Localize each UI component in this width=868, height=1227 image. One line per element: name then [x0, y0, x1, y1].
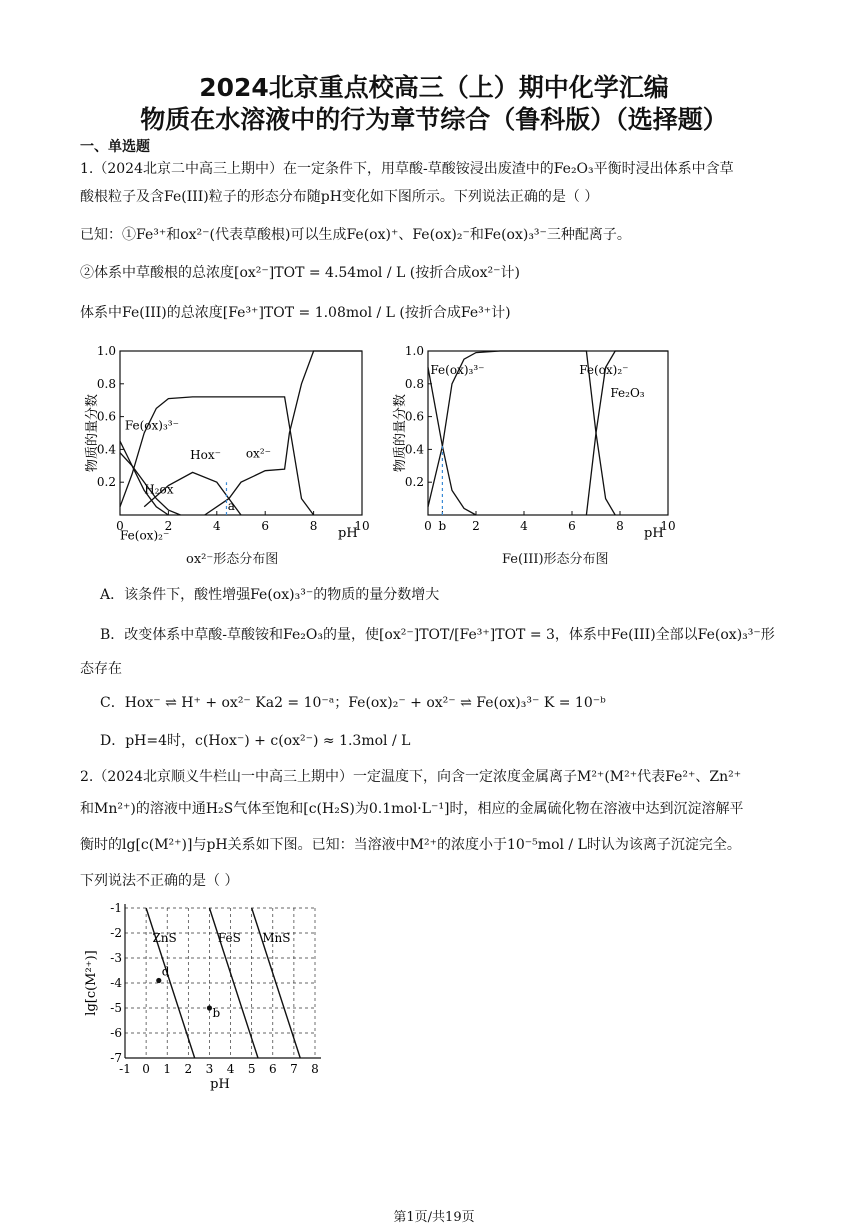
chart2-caption: Fe(III)形态分布图 — [502, 552, 609, 567]
section-heading: 一、单选题 — [80, 139, 150, 155]
series-label: Hox⁻ — [190, 448, 221, 463]
y-tick-label: -6 — [110, 1026, 122, 1040]
page-title-line2: 物质在水溶液中的行为章节综合（鲁科版）（选择题） — [140, 105, 728, 134]
y-tick-label: 0.8 — [404, 376, 424, 391]
y-tick-label: -5 — [110, 1001, 122, 1015]
x-tick-label: 6 — [568, 519, 576, 533]
q1-known-2: ②体系中草酸根的总浓度[ox²⁻]TOT = 4.54mol / L (按折合成ox²⁻计) — [80, 265, 521, 281]
y-tick-label: 0.2 — [404, 475, 424, 490]
annotation-a: a — [227, 499, 235, 514]
q1-option-c: C．Hox⁻ ⇌ H⁺ + ox²⁻ Ka2 = 10⁻ᵃ；Fe(ox)₂⁻ + ox²⁻ ⇌ Fe(ox)₃³⁻ K = 10⁻ᵇ — [100, 695, 606, 711]
q1-stem-line2: 酸根粒子及含Fe(III)粒子的形态分布随pH变化如下图所示。下列说法正确的是（ ） — [80, 189, 599, 205]
x-tick-label: 0 — [142, 1062, 150, 1076]
x-tick-label: b — [438, 519, 447, 533]
q2-stem-line2: 和Mn²⁺)的溶液中通H₂S气体至饱和[c(H₂S)为0.1mol·L⁻¹]时，相应的金属硫化物在溶液中达到沉淀溶解平 — [80, 801, 744, 817]
series-label: Fe(ox)₃³⁻ — [124, 418, 179, 433]
y-tick-label: 0.4 — [96, 442, 116, 457]
point-label: d — [161, 964, 170, 979]
x-tick-label: 4 — [226, 1062, 235, 1076]
x-tick-label: -1 — [119, 1062, 131, 1076]
y-tick-label: 0.4 — [404, 442, 424, 457]
x-tick-label: 7 — [290, 1062, 298, 1076]
x-tick-label: 0 — [116, 519, 124, 533]
x-tick-label: 2 — [472, 519, 480, 533]
series-label: Fe₂O₃ — [610, 385, 645, 400]
y-tick-label: 0.8 — [96, 376, 116, 391]
x-tick-label: 0 — [424, 519, 432, 533]
x-tick-label: 6 — [268, 1062, 277, 1076]
y-axis-label: 物质的量分数 — [393, 393, 408, 473]
x-tick-label: 3 — [205, 1062, 214, 1076]
y-tick-label: 0.6 — [96, 409, 116, 424]
series-label: ox²⁻ — [245, 446, 271, 461]
series-label: Fe(ox)₃³⁻ — [430, 362, 485, 377]
x-tick-label: 2 — [184, 1062, 193, 1076]
y-tick-label: -2 — [110, 926, 122, 940]
x-tick-label: 8 — [309, 519, 318, 533]
chart-lg-m-vs-ph — [80, 896, 340, 1108]
q1-known-1: 已知：①Fe³⁺和ox²⁻(代表草酸根)可以生成Fe(ox)⁺、Fe(ox)₂⁻和Fe(ox)₃³⁻三种配离子。 — [80, 227, 631, 243]
series-line — [428, 367, 476, 515]
chart-ox-distribution — [78, 338, 378, 568]
y-tick-label: 1.0 — [404, 344, 424, 358]
x-axis-label: pH — [644, 526, 664, 541]
x-tick-label: 1 — [163, 1062, 172, 1076]
series-label: MnS — [262, 931, 291, 945]
series-label: H₂ox — [144, 482, 174, 497]
x-axis-label: pH — [338, 526, 358, 541]
series-label: FeS — [217, 931, 241, 945]
y-tick-label: 1.0 — [96, 344, 116, 358]
q1-option-b-line1: B．改变体系中草酸-草酸铵和Fe₂O₃的量，使[ox²⁻]TOT/[Fe³⁺]TOT = 3，体系中Fe(III)全部以Fe(ox)₃³⁻形 — [100, 627, 775, 643]
x-tick-label: 6 — [261, 519, 270, 533]
y-tick-label: -4 — [110, 976, 122, 990]
page-title-line1: 2024北京重点校高三（上）期中化学汇编 — [199, 73, 669, 102]
series-line — [205, 351, 362, 515]
x-tick-label: 8 — [311, 1062, 319, 1076]
data-point — [207, 1005, 212, 1010]
series-label: ZnS — [152, 931, 177, 945]
chart-fe-distribution — [378, 338, 688, 568]
q1-known-3: 体系中Fe(III)的总浓度[Fe³⁺]TOT = 1.08mol / L (按折合成Fe³⁺计) — [80, 305, 511, 321]
y-tick-label: 0.6 — [404, 409, 424, 424]
q2-stem-line1: 2.（2024北京顺义牛栏山一中高三上期中）一定温度下，向含一定浓度金属离子M²⁺(M²⁺代表Fe²⁺、Zn²⁺ — [80, 769, 742, 785]
q2-stem-line4: 下列说法不正确的是（ ） — [80, 873, 239, 889]
y-axis-label: 物质的量分数 — [85, 393, 100, 473]
q1-option-a: A．该条件下，酸性增强Fe(ox)₃³⁻的物质的量分数增大 — [100, 587, 440, 603]
x-tick-label: 2 — [164, 519, 173, 533]
x-axis-label: pH — [210, 1077, 230, 1092]
x-tick-label: 8 — [616, 519, 624, 533]
x-tick-label: 5 — [247, 1062, 256, 1076]
data-point — [156, 978, 161, 983]
series-label: Fe(ox)₂⁻ — [579, 362, 629, 377]
q1-option-b-line2: 态存在 — [80, 661, 122, 677]
y-tick-label: -7 — [110, 1051, 122, 1065]
page-footer: 第1页/共19页 — [393, 1210, 475, 1225]
y-tick-label: 0.2 — [96, 475, 116, 490]
y-tick-label: -1 — [110, 901, 122, 915]
x-tick-label: 4 — [212, 519, 221, 533]
q1-stem-line1: 1.（2024北京二中高三上期中）在一定条件下，用草酸-草酸铵浸出废渣中的Fe₂O₃平衡时浸出体系中含草 — [80, 161, 734, 177]
q1-option-d: D．pH=4时，c(Hox⁻) + c(ox²⁻) ≈ 1.3mol / L — [100, 733, 411, 749]
x-tick-label: 10 — [354, 519, 370, 533]
x-tick-label: 4 — [520, 519, 528, 533]
x-tick-label: 10 — [660, 519, 676, 533]
point-label: b — [212, 1006, 221, 1020]
q2-stem-line3: 衡时的lg[c(M²⁺)]与pH关系如下图。已知：当溶液中M²⁺的浓度小于10⁻⁵mol / L时认为该离子沉淀完全。 — [80, 837, 741, 853]
series-label: Fe(ox)₂⁻ — [120, 528, 170, 543]
chart1-caption: ox²⁻形态分布图 — [186, 552, 279, 567]
y-tick-label: -3 — [110, 951, 122, 965]
y-axis-label: lg[c(M²⁺)] — [84, 950, 99, 1016]
